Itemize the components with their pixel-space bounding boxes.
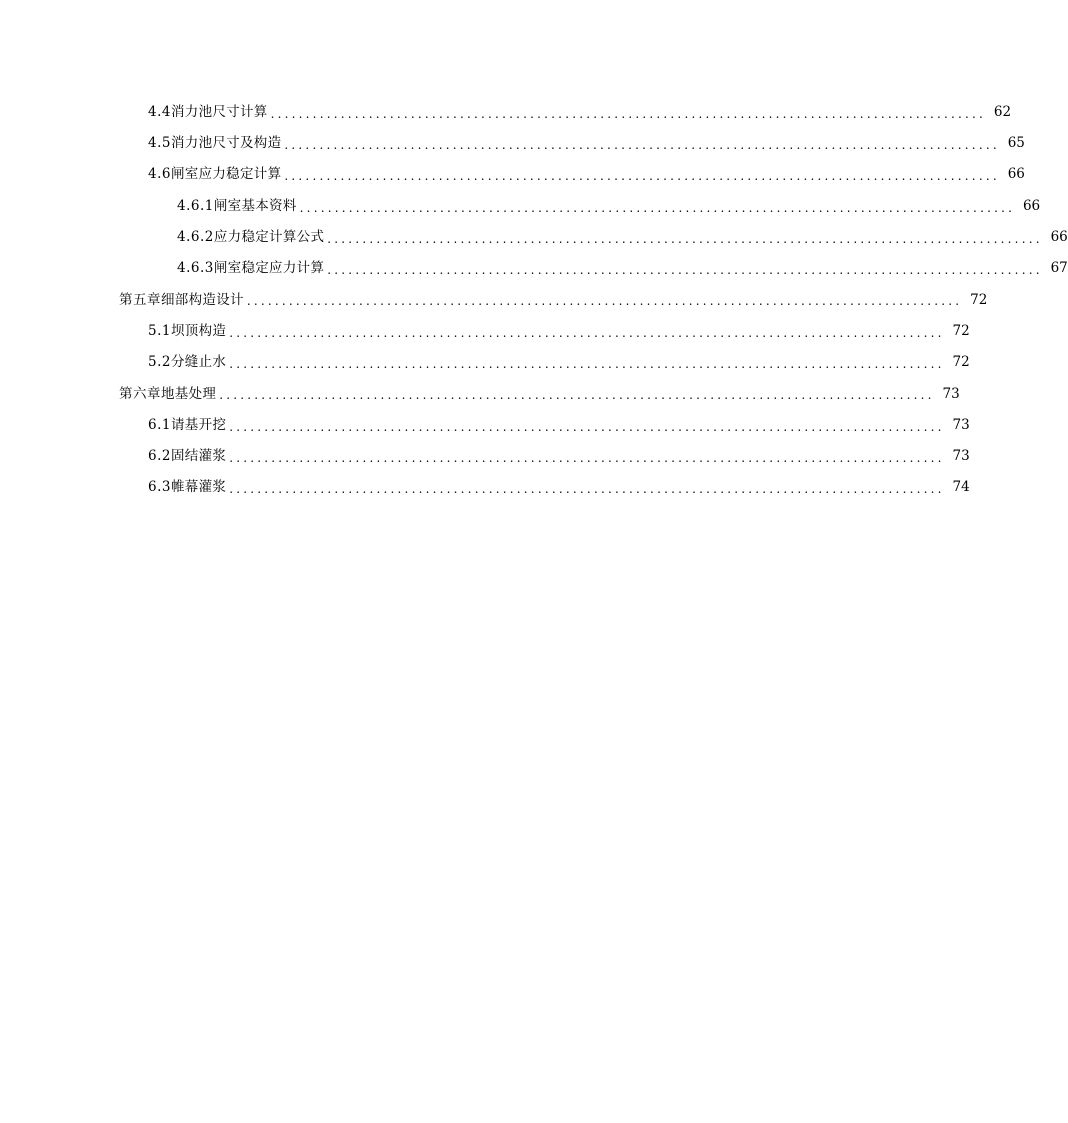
toc-entry-number: 5.1 <box>148 322 171 339</box>
toc-entry-title: 地基处理 <box>161 385 217 402</box>
toc-entry-page: 67 <box>1050 260 1068 277</box>
toc-entry-number: 4.4 <box>148 103 171 120</box>
toc-entry[interactable] <box>0 316 970 347</box>
toc-entry[interactable] <box>0 160 1025 191</box>
toc-entry-number: 第五章 <box>119 291 161 308</box>
toc-entry-title: 消力池尺寸计算 <box>170 103 268 120</box>
toc-entry[interactable] <box>0 222 1068 253</box>
toc-entry[interactable] <box>0 347 970 378</box>
toc-entry[interactable] <box>0 285 988 316</box>
toc-entry-title: 应力稳定计算公式 <box>213 229 325 246</box>
toc-entry-title: 闸室基本资料 <box>213 197 297 214</box>
toc-entry-page: 74 <box>952 479 970 496</box>
toc-entry-page: 66 <box>1050 229 1068 246</box>
toc-entry[interactable] <box>0 441 970 472</box>
toc-entry-number: 6.3 <box>148 479 171 496</box>
toc-entry-number: 6.2 <box>148 448 171 465</box>
toc-entry[interactable] <box>0 379 960 410</box>
toc-entry[interactable] <box>0 97 1012 128</box>
toc-entry[interactable] <box>0 410 970 441</box>
toc-entry-number: 6.1 <box>148 416 171 433</box>
toc-entry-page: 72 <box>952 354 970 371</box>
toc-entry-title: 固结灌浆 <box>170 448 227 465</box>
toc-entry-page: 73 <box>952 416 970 433</box>
toc-entry[interactable] <box>0 473 970 504</box>
toc-entry-title: 帷幕灌浆 <box>170 479 227 496</box>
toc-entry-number: 4.5 <box>148 135 171 152</box>
toc-entry-title: 消力池尺寸及构造 <box>170 135 282 152</box>
toc-entry-title: 请基开挖 <box>170 416 227 433</box>
toc-entry-number: 4.6.3 <box>177 260 214 277</box>
toc-entry-number: 第六章 <box>119 385 161 402</box>
toc-entry-page: 72 <box>970 291 988 308</box>
toc-entry-number: 4.6.1 <box>177 197 214 214</box>
toc-dot-leader: ...................................................................................................... <box>229 325 945 340</box>
toc-dot-leader: ...................................................................................................... <box>229 482 945 497</box>
toc-dot-leader: ...................................................................................................... <box>327 263 1043 278</box>
toc-entry[interactable] <box>0 128 1025 159</box>
toc-dot-leader: ...................................................................................................... <box>284 137 1000 152</box>
toc-entry-page: 73 <box>952 448 970 465</box>
toc-entry-page: 65 <box>1007 135 1025 152</box>
toc-entry-title: 坝顶构造 <box>170 322 227 339</box>
toc-entry-title: 闸室稳定应力计算 <box>213 260 325 277</box>
toc-dot-leader: ...................................................................................................... <box>229 450 945 465</box>
toc-dot-leader: ...................................................................................................... <box>229 419 945 434</box>
toc-entry-page: 66 <box>1007 166 1025 183</box>
toc-entry-page: 72 <box>952 322 970 339</box>
toc-entry-title: 闸室应力稳定计算 <box>170 166 282 183</box>
toc-dot-leader: ...................................................................................................... <box>246 294 963 309</box>
toc-dot-leader: ...................................................................................................... <box>299 200 1016 215</box>
toc-entry-page: 73 <box>942 385 960 402</box>
toc-dot-leader: ...................................................................................................... <box>284 169 1000 184</box>
toc-dot-leader: ...................................................................................................... <box>219 388 935 403</box>
toc-entry[interactable] <box>0 191 1041 222</box>
toc-entry-number: 4.6 <box>148 166 171 183</box>
table-of-contents <box>0 97 1068 504</box>
toc-entry-title: 分缝止水 <box>170 354 227 371</box>
toc-dot-leader: ...................................................................................................... <box>270 106 987 121</box>
toc-dot-leader: ...................................................................................................... <box>229 357 945 372</box>
toc-entry-page: 62 <box>993 103 1012 120</box>
toc-entry-title: 细部构造设计 <box>161 291 244 308</box>
toc-entry-number: 4.6.2 <box>177 229 214 246</box>
toc-entry-page: 66 <box>1022 197 1041 214</box>
toc-dot-leader: ...................................................................................................... <box>327 231 1043 246</box>
toc-entry[interactable] <box>0 253 1068 284</box>
toc-entry-number: 5.2 <box>148 354 171 371</box>
